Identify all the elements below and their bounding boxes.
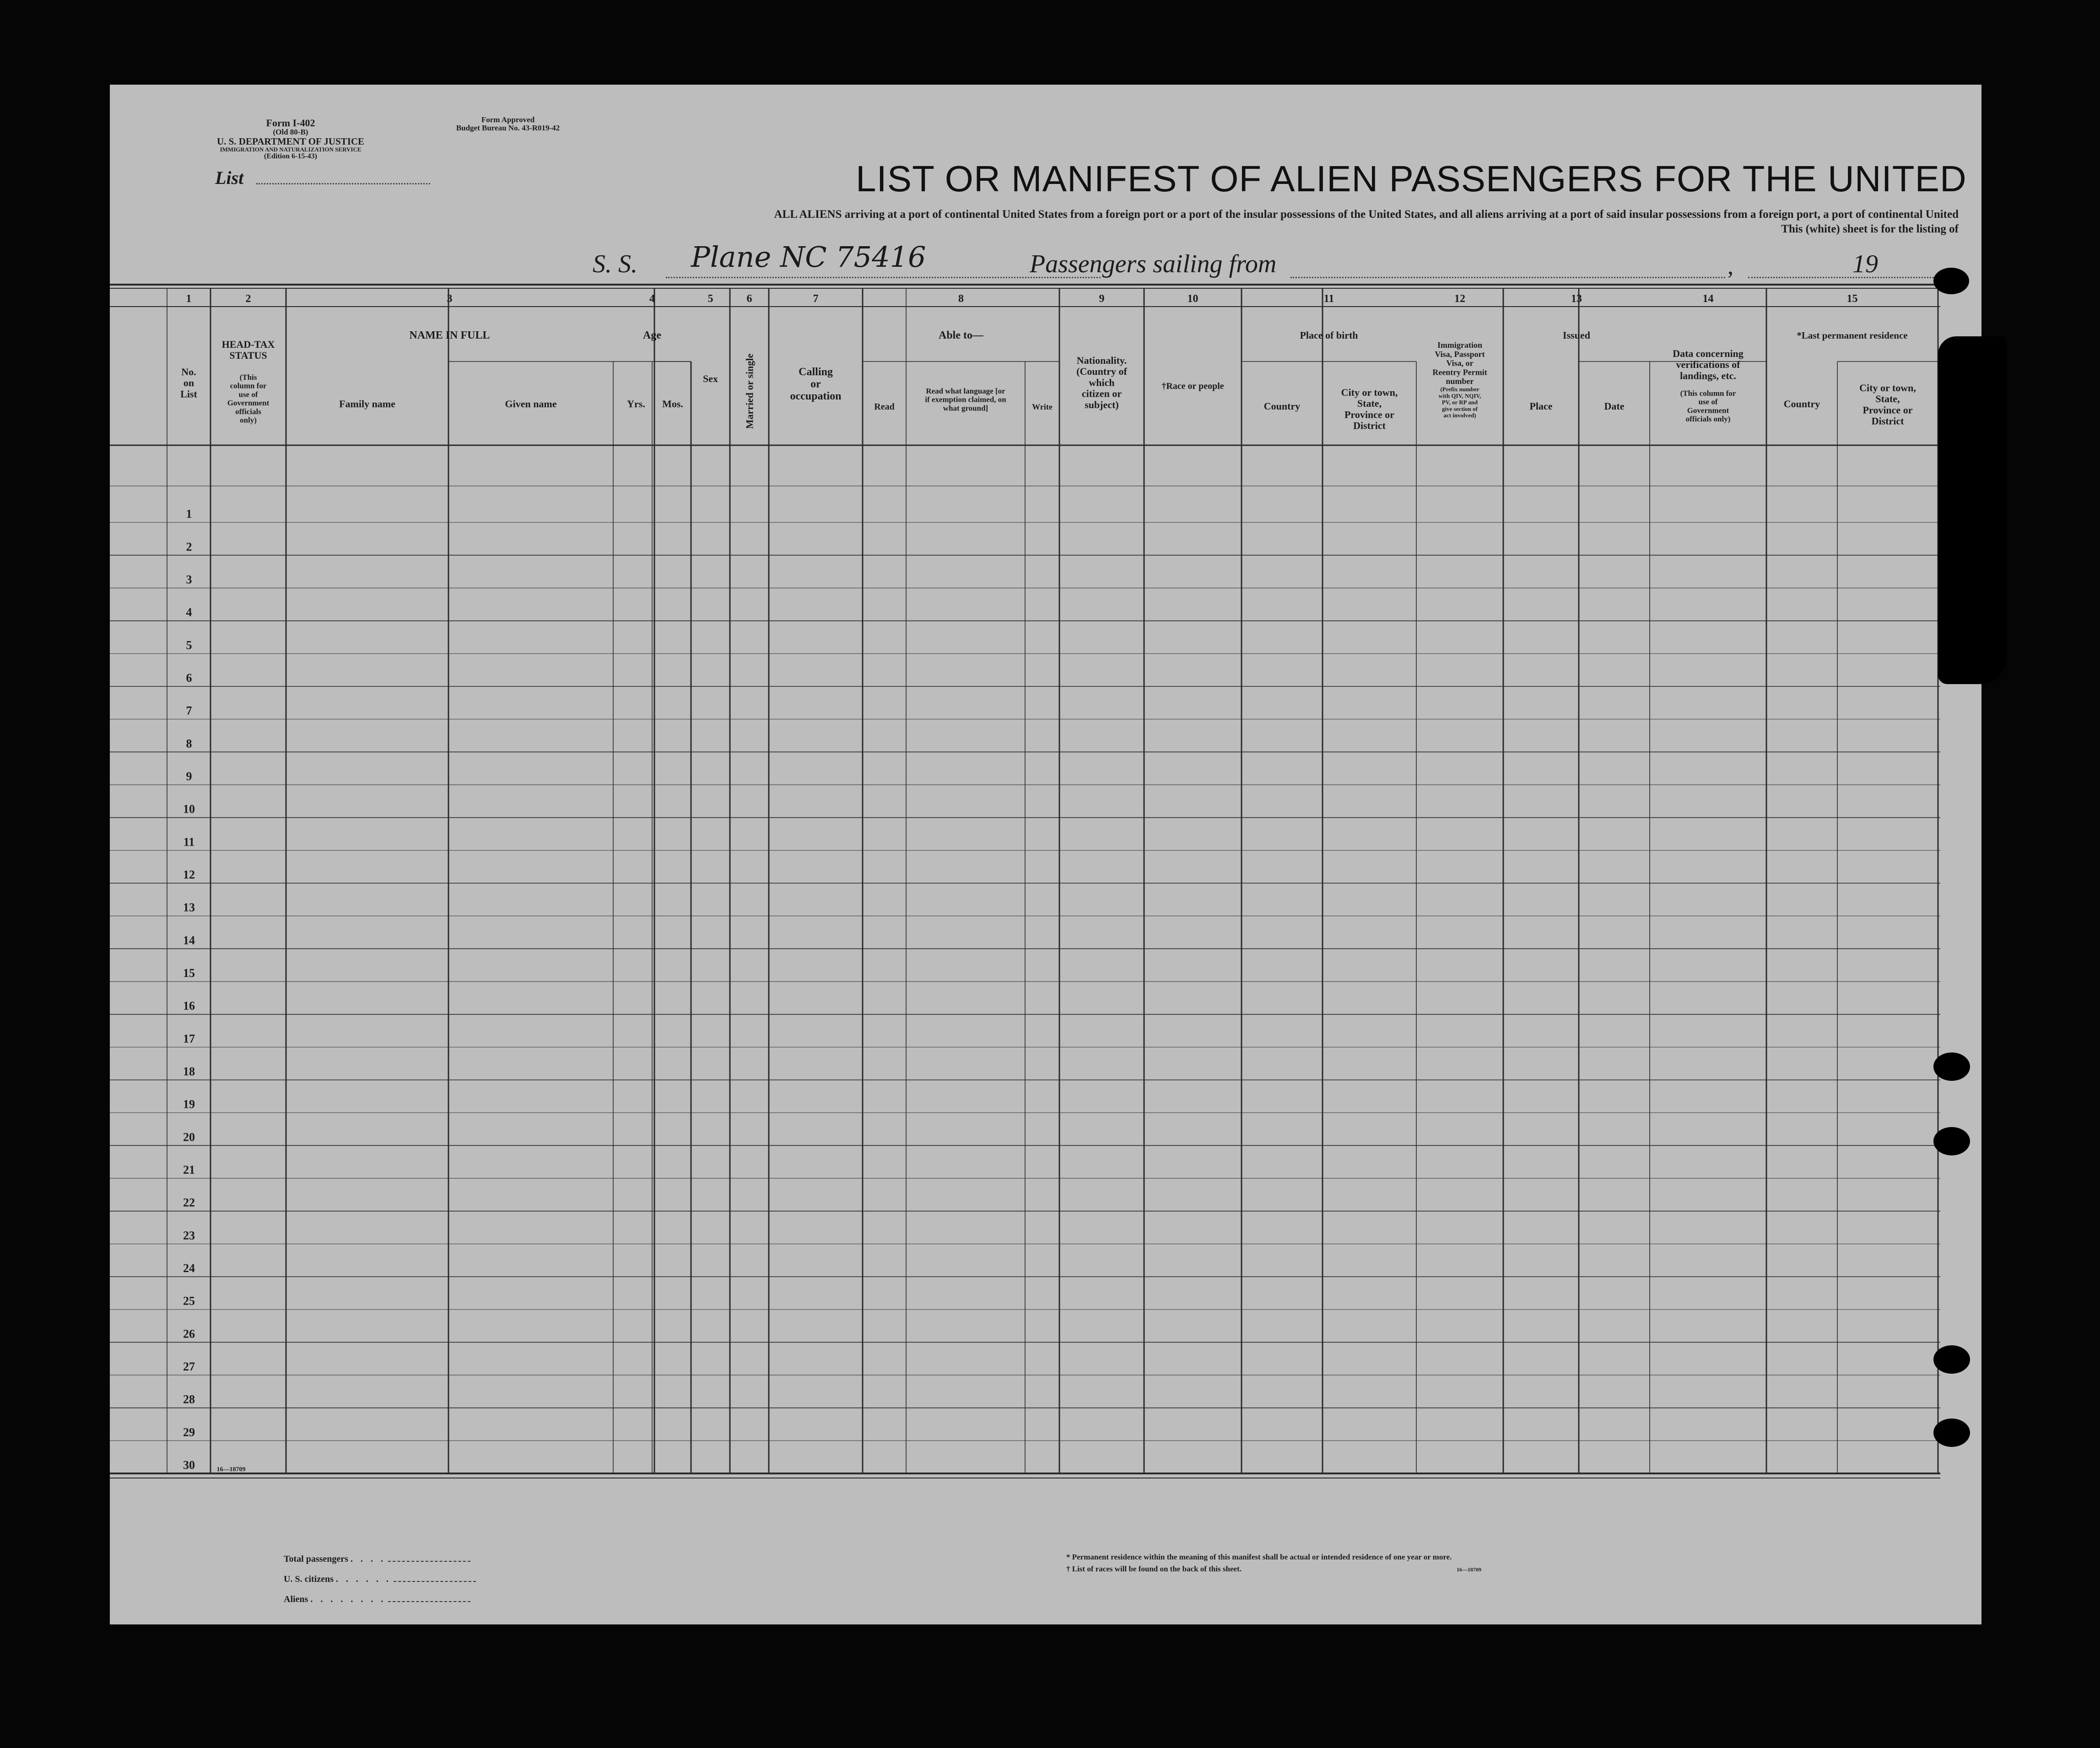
row-number: 12 <box>183 868 195 881</box>
column-number: 2 <box>245 293 251 305</box>
row-number: 19 <box>183 1097 195 1111</box>
torn-edge <box>1938 336 2007 684</box>
row-number: 29 <box>183 1425 195 1439</box>
row-number: 4 <box>186 605 192 619</box>
row-number: 20 <box>183 1130 195 1144</box>
punch-hole <box>1933 1345 1970 1374</box>
header-label: (This column for use of Government officials only) <box>227 373 270 425</box>
row-number: 27 <box>183 1360 195 1373</box>
aliens-blank[interactable] <box>388 1601 470 1602</box>
total-passengers-label: Total passengers <box>284 1554 348 1564</box>
header-label: Data concerning verifications of landings, etc. <box>1673 348 1744 382</box>
row-number: 11 <box>183 835 195 849</box>
header-label: City or town, State, Province or District <box>1341 387 1398 432</box>
list-label: List <box>215 167 244 188</box>
row-number: 15 <box>183 966 195 980</box>
column-number: 12 <box>1454 293 1465 305</box>
header-label: City or town, State, Province or District <box>1859 382 1916 427</box>
header-label: Write <box>1032 402 1053 411</box>
sailing-from-label: Passengers sailing from <box>1030 250 1277 278</box>
service-name: IMMIGRATION AND NATURALIZATION SERVICE <box>220 146 362 153</box>
instruction-line: ALL ALIENS arriving at a port of continental United States from a foreign port or a port of the insular possessions of the United States, and all aliens arriving at a port of said insular possessions from a foreign port, a port of continental United <box>774 208 1959 221</box>
leader-dots: . . . . . . <box>335 1574 391 1584</box>
header-label: Family name <box>339 398 395 410</box>
header-label: NAME IN FULL <box>409 329 490 341</box>
header-label: (Prefix number with QIV, NQIV, PV, or RP and give section of act involved) <box>1438 386 1481 419</box>
races-footnote: † List of races will be found on the back of this sheet. <box>1066 1565 1242 1573</box>
row-number: 17 <box>183 1032 195 1046</box>
header-label: Yrs. <box>627 398 645 410</box>
column-number: 1 <box>186 293 192 305</box>
sheet-color-note: This (white) sheet is for the listing of <box>1781 223 1959 235</box>
row-number: 8 <box>186 737 192 750</box>
form-sheet <box>110 85 1981 1624</box>
row-number: 22 <box>183 1196 195 1209</box>
header-label: Given name <box>505 398 557 410</box>
column-number: 4 <box>649 293 655 305</box>
column-number: 14 <box>1702 293 1714 305</box>
punch-hole <box>1933 1419 1970 1447</box>
column-number: 3 <box>447 293 453 305</box>
header-label: Married or single <box>744 353 756 429</box>
column-number: 9 <box>1099 293 1105 305</box>
header-label: Sex <box>703 373 718 384</box>
column-number: 8 <box>958 293 964 305</box>
header-label: Date <box>1604 400 1625 412</box>
column-number: 13 <box>1571 293 1582 305</box>
row-number: 24 <box>183 1262 195 1275</box>
column-number: 10 <box>1187 293 1198 305</box>
column-number: 11 <box>1323 293 1334 305</box>
header-label: (This column for use of Government officials only) <box>1680 389 1736 424</box>
header-label: No. on List <box>180 366 197 400</box>
row-number: 9 <box>186 770 192 783</box>
header-label: *Last permanent residence <box>1797 330 1908 341</box>
edition: (Edition 6-15-43) <box>264 152 317 160</box>
row-number: 14 <box>183 933 195 947</box>
row-number: 3 <box>186 573 192 586</box>
form-approved-label: Form Approved <box>481 115 535 124</box>
header-label: Place of birth <box>1300 329 1358 341</box>
punch-hole <box>1933 268 1969 294</box>
header-label: Age <box>643 329 661 341</box>
footnotes <box>1066 1551 1481 1575</box>
row-number: 23 <box>183 1229 195 1242</box>
totals-block <box>284 1549 476 1609</box>
row-number: 2 <box>186 540 192 554</box>
department-name: U. S. DEPARTMENT OF JUSTICE <box>216 135 365 147</box>
row-number: 13 <box>183 901 195 914</box>
punch-hole <box>1933 1127 1970 1155</box>
comma: , <box>1728 254 1733 280</box>
row-number: 18 <box>183 1065 195 1078</box>
header-label: Able to— <box>939 329 983 341</box>
header-label: Immigration Visa, Passport Visa, or Reentry Permit number <box>1432 340 1487 386</box>
us-citizens-blank[interactable] <box>394 1581 476 1582</box>
footer-print-code: 16—18709 <box>1456 1566 1481 1573</box>
column-number: 5 <box>707 293 713 305</box>
header-label: Place <box>1529 400 1553 412</box>
row-number: 1 <box>186 507 192 521</box>
vessel-handwritten-entry: Plane NC 75416 <box>691 240 926 274</box>
row-number: 30 <box>183 1458 195 1472</box>
column-number: 7 <box>813 293 819 305</box>
form-title: LIST OR MANIFEST OF ALIEN PASSENGERS FOR THE UNITED <box>856 158 1967 199</box>
header-label: †Race or people <box>1161 381 1224 391</box>
print-code: 16—18709 <box>216 1466 246 1473</box>
total-passengers-blank[interactable] <box>388 1561 470 1562</box>
header-label: HEAD-TAX STATUS <box>221 339 275 361</box>
column-number: 15 <box>1846 293 1858 305</box>
ss-prefix: S. S. <box>593 250 637 278</box>
us-citizens-label: U. S. citizens <box>284 1574 334 1584</box>
leader-dots: . . . . <box>350 1554 386 1564</box>
row-number: 10 <box>183 802 195 816</box>
old-form-number: (Old 80-B) <box>273 128 308 137</box>
row-number: 5 <box>186 638 192 652</box>
header-label: Nationality. (Country of which citizen or subject) <box>1076 355 1127 410</box>
header-label: Country <box>1263 400 1301 412</box>
form-number: Form I-402 <box>266 117 315 129</box>
column-number: 6 <box>746 293 752 305</box>
budget-bureau-number: Budget Bureau No. 43-R019-42 <box>456 123 560 132</box>
leader-dots: . . . . . . . . <box>310 1594 386 1604</box>
row-number: 6 <box>186 671 192 685</box>
manifest-table <box>110 85 1981 1624</box>
row-number: 25 <box>183 1294 195 1308</box>
header-label: Country <box>1783 398 1820 410</box>
row-number: 21 <box>183 1163 195 1176</box>
row-number: 7 <box>186 704 192 718</box>
year-prefix: 19 <box>1852 250 1878 278</box>
row-number: 28 <box>183 1392 195 1406</box>
header-label: Read <box>874 402 895 412</box>
aliens-label: Aliens <box>284 1594 308 1604</box>
header-label: Calling or occupation <box>790 366 842 402</box>
row-number: 26 <box>183 1327 195 1341</box>
row-number: 16 <box>183 999 195 1013</box>
header-label: Mos. <box>662 398 683 410</box>
header-label: Read what language [or if exemption claimed, on what ground] <box>925 387 1006 413</box>
header-label: Issued <box>1563 329 1590 341</box>
permanent-residence-footnote: * Permanent residence within the meaning of this manifest shall be actual or intended residence of one year or more. <box>1066 1553 1452 1561</box>
punch-hole <box>1933 1052 1970 1081</box>
